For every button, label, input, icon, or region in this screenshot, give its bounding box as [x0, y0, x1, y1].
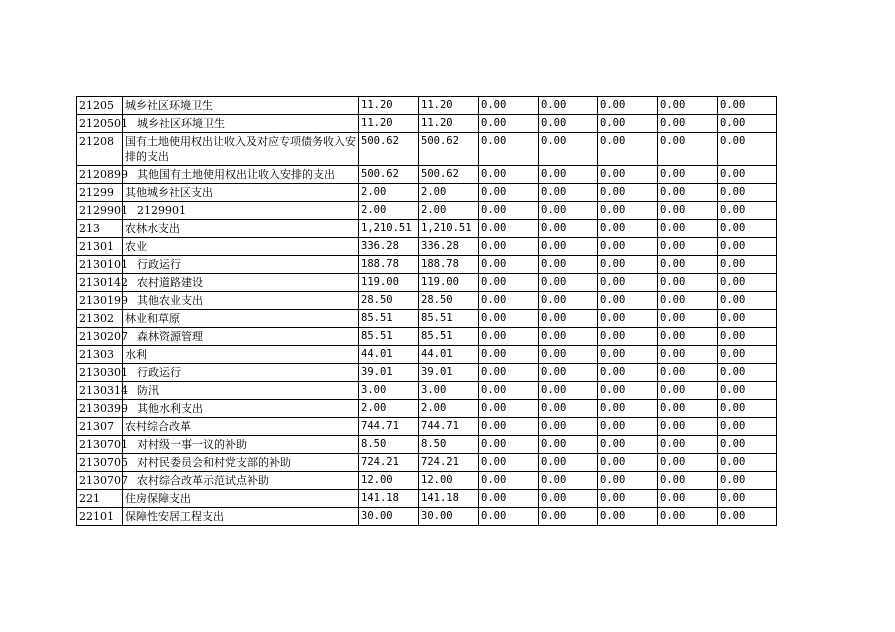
table-row — [77, 274, 777, 292]
amount-cell: 188.78 — [419, 256, 479, 274]
amount-cell: 39.01 — [359, 364, 419, 382]
subject-name-cell — [123, 382, 359, 400]
amount-cell: 0.00 — [479, 256, 539, 274]
amount-cell: 0.00 — [539, 274, 598, 292]
table-row — [77, 202, 777, 220]
amount-cell: 188.78 — [359, 256, 419, 274]
amount-cell: 1,210.51 — [359, 220, 419, 238]
subject-name-text: 农村综合改革 — [125, 420, 191, 433]
amount-cell: 0.00 — [598, 454, 658, 472]
amount-cell: 0.00 — [598, 472, 658, 490]
subject-name-text: 对村级一事一议的补助 — [137, 438, 247, 451]
amount-cell: 0.00 — [718, 256, 777, 274]
amount-cell: 0.00 — [718, 382, 777, 400]
amount-cell: 0.00 — [598, 274, 658, 292]
amount-cell: 0.00 — [479, 310, 539, 328]
subject-name-cell — [123, 508, 359, 526]
subject-code-cell: 22101 — [77, 508, 123, 526]
amount-cell: 0.00 — [718, 454, 777, 472]
amount-cell: 0.00 — [539, 490, 598, 508]
subject-code-cell: 2130399 — [77, 400, 123, 418]
amount-cell: 0.00 — [658, 436, 718, 454]
amount-cell: 0.00 — [658, 382, 718, 400]
amount-cell: 744.71 — [419, 418, 479, 436]
table-row — [77, 292, 777, 310]
subject-name-text: 对村民委员会和村党支部的补助 — [137, 456, 291, 469]
amount-cell: 0.00 — [539, 184, 598, 202]
amount-cell: 0.00 — [598, 238, 658, 256]
amount-cell: 0.00 — [598, 256, 658, 274]
amount-cell: 0.00 — [539, 400, 598, 418]
subject-name-text: 城乡社区环境卫生 — [125, 99, 213, 112]
subject-code-cell: 21208 — [77, 133, 123, 166]
subject-code-cell: 2130101 — [77, 256, 123, 274]
subject-name-text: 农村道路建设 — [137, 276, 203, 289]
subject-name-cell — [123, 490, 359, 508]
table-row — [77, 436, 777, 454]
amount-cell: 2.00 — [419, 184, 479, 202]
amount-cell: 0.00 — [718, 238, 777, 256]
table-row — [77, 133, 777, 166]
table-row — [77, 382, 777, 400]
amount-cell: 0.00 — [479, 238, 539, 256]
amount-cell: 0.00 — [718, 97, 777, 115]
subject-name-cell — [123, 454, 359, 472]
amount-cell: 0.00 — [598, 490, 658, 508]
table-row — [77, 364, 777, 382]
amount-cell: 0.00 — [539, 292, 598, 310]
amount-cell: 0.00 — [718, 328, 777, 346]
amount-cell: 0.00 — [658, 133, 718, 166]
table-row — [77, 115, 777, 133]
amount-cell: 336.28 — [419, 238, 479, 256]
amount-cell: 0.00 — [479, 472, 539, 490]
amount-cell: 0.00 — [718, 364, 777, 382]
subject-name-cell — [123, 202, 359, 220]
amount-cell: 11.20 — [419, 97, 479, 115]
subject-code-cell: 2120899 — [77, 166, 123, 184]
amount-cell: 0.00 — [598, 97, 658, 115]
table-row — [77, 346, 777, 364]
amount-cell: 0.00 — [479, 202, 539, 220]
amount-cell: 0.00 — [539, 133, 598, 166]
amount-cell: 0.00 — [479, 436, 539, 454]
subject-name-text: 农村综合改革示范试点补助 — [137, 474, 269, 487]
amount-cell: 0.00 — [658, 166, 718, 184]
subject-code-cell: 2130199 — [77, 292, 123, 310]
amount-cell: 0.00 — [479, 97, 539, 115]
table-row — [77, 166, 777, 184]
table-row — [77, 256, 777, 274]
amount-cell: 0.00 — [479, 328, 539, 346]
amount-cell: 0.00 — [658, 97, 718, 115]
amount-cell: 30.00 — [419, 508, 479, 526]
subject-code-cell: 2130314 — [77, 382, 123, 400]
amount-cell: 500.62 — [359, 133, 419, 166]
subject-code-cell: 213 — [77, 220, 123, 238]
subject-name-text: 林业和草原 — [125, 312, 180, 325]
table-row — [77, 400, 777, 418]
subject-name-cell — [123, 418, 359, 436]
amount-cell: 0.00 — [598, 436, 658, 454]
subject-name-cell — [123, 400, 359, 418]
amount-cell: 0.00 — [598, 133, 658, 166]
subject-code-cell: 21303 — [77, 346, 123, 364]
amount-cell: 85.51 — [359, 328, 419, 346]
subject-name-cell — [123, 274, 359, 292]
amount-cell: 0.00 — [598, 184, 658, 202]
subject-name-cell — [123, 472, 359, 490]
amount-cell: 0.00 — [539, 418, 598, 436]
amount-cell: 2.00 — [359, 400, 419, 418]
table-row — [77, 220, 777, 238]
subject-name-cell — [123, 115, 359, 133]
amount-cell: 0.00 — [539, 166, 598, 184]
amount-cell: 0.00 — [718, 292, 777, 310]
amount-cell: 0.00 — [658, 220, 718, 238]
amount-cell: 141.18 — [359, 490, 419, 508]
amount-cell: 2.00 — [359, 202, 419, 220]
amount-cell: 0.00 — [539, 508, 598, 526]
amount-cell: 0.00 — [658, 256, 718, 274]
amount-cell: 0.00 — [479, 418, 539, 436]
table-row — [77, 418, 777, 436]
amount-cell: 11.20 — [359, 115, 419, 133]
amount-cell: 2.00 — [419, 400, 479, 418]
amount-cell: 0.00 — [658, 418, 718, 436]
amount-cell: 0.00 — [718, 436, 777, 454]
amount-cell: 0.00 — [598, 400, 658, 418]
amount-cell: 0.00 — [718, 166, 777, 184]
amount-cell: 39.01 — [419, 364, 479, 382]
amount-cell: 0.00 — [658, 346, 718, 364]
subject-name-cell — [123, 256, 359, 274]
amount-cell: 8.50 — [359, 436, 419, 454]
amount-cell: 0.00 — [539, 256, 598, 274]
subject-name-text: 农业 — [125, 240, 147, 253]
subject-name-cell — [123, 292, 359, 310]
amount-cell: 3.00 — [359, 382, 419, 400]
subject-code-cell: 2120501 — [77, 115, 123, 133]
amount-cell: 44.01 — [419, 346, 479, 364]
amount-cell: 0.00 — [598, 310, 658, 328]
amount-cell: 0.00 — [718, 133, 777, 166]
amount-cell: 0.00 — [718, 184, 777, 202]
amount-cell: 0.00 — [718, 508, 777, 526]
amount-cell: 0.00 — [479, 115, 539, 133]
amount-cell: 0.00 — [479, 274, 539, 292]
amount-cell: 0.00 — [479, 382, 539, 400]
amount-cell: 0.00 — [539, 346, 598, 364]
subject-name-cell — [123, 328, 359, 346]
amount-cell: 500.62 — [419, 166, 479, 184]
subject-name-text: 其他城乡社区支出 — [125, 186, 213, 199]
subject-name-cell — [123, 364, 359, 382]
amount-cell: 0.00 — [539, 436, 598, 454]
amount-cell: 119.00 — [419, 274, 479, 292]
amount-cell: 0.00 — [598, 220, 658, 238]
amount-cell: 11.20 — [359, 97, 419, 115]
amount-cell: 0.00 — [658, 274, 718, 292]
amount-cell: 0.00 — [598, 418, 658, 436]
budget-table — [76, 96, 777, 526]
amount-cell: 0.00 — [598, 166, 658, 184]
subject-name-text: 防汛 — [137, 384, 159, 397]
subject-name-cell — [123, 346, 359, 364]
subject-code-cell: 21302 — [77, 310, 123, 328]
subject-name-text: 水利 — [125, 348, 147, 361]
amount-cell: 85.51 — [419, 328, 479, 346]
amount-cell: 0.00 — [598, 115, 658, 133]
table-row — [77, 472, 777, 490]
amount-cell: 0.00 — [479, 454, 539, 472]
amount-cell: 0.00 — [718, 490, 777, 508]
amount-cell: 0.00 — [479, 364, 539, 382]
amount-cell: 0.00 — [598, 202, 658, 220]
amount-cell: 0.00 — [598, 346, 658, 364]
amount-cell: 724.21 — [419, 454, 479, 472]
amount-cell: 0.00 — [539, 454, 598, 472]
table-row — [77, 328, 777, 346]
subject-name-cell — [123, 238, 359, 256]
amount-cell: 3.00 — [419, 382, 479, 400]
amount-cell: 500.62 — [359, 166, 419, 184]
subject-name-text: 行政运行 — [137, 366, 181, 379]
amount-cell: 0.00 — [658, 454, 718, 472]
amount-cell: 0.00 — [718, 418, 777, 436]
subject-name-text: 保障性安居工程支出 — [125, 510, 224, 523]
amount-cell: 11.20 — [419, 115, 479, 133]
amount-cell: 0.00 — [658, 202, 718, 220]
amount-cell: 500.62 — [419, 133, 479, 166]
amount-cell: 0.00 — [539, 238, 598, 256]
subject-name-cell — [123, 97, 359, 115]
amount-cell: 12.00 — [419, 472, 479, 490]
table-row — [77, 310, 777, 328]
table-row — [77, 490, 777, 508]
amount-cell: 0.00 — [539, 328, 598, 346]
subject-code-cell: 21307 — [77, 418, 123, 436]
amount-cell: 85.51 — [419, 310, 479, 328]
subject-name-text: 其他国有土地使用权出让收入安排的支出 — [137, 168, 335, 181]
subject-code-cell: 2130701 — [77, 436, 123, 454]
amount-cell: 0.00 — [658, 400, 718, 418]
amount-cell: 0.00 — [479, 184, 539, 202]
amount-cell: 0.00 — [718, 220, 777, 238]
amount-cell: 12.00 — [359, 472, 419, 490]
table-row — [77, 508, 777, 526]
amount-cell: 0.00 — [598, 292, 658, 310]
amount-cell: 0.00 — [598, 328, 658, 346]
amount-cell: 0.00 — [479, 346, 539, 364]
amount-cell: 0.00 — [658, 328, 718, 346]
amount-cell: 119.00 — [359, 274, 419, 292]
amount-cell: 0.00 — [658, 364, 718, 382]
amount-cell: 0.00 — [718, 115, 777, 133]
amount-cell: 0.00 — [658, 472, 718, 490]
amount-cell: 0.00 — [479, 508, 539, 526]
subject-name-cell — [123, 220, 359, 238]
amount-cell: 0.00 — [598, 364, 658, 382]
amount-cell: 0.00 — [479, 133, 539, 166]
subject-name-text: 农林水支出 — [125, 222, 180, 235]
subject-code-cell: 221 — [77, 490, 123, 508]
subject-code-cell: 2130142 — [77, 274, 123, 292]
subject-code-cell: 2130301 — [77, 364, 123, 382]
amount-cell: 0.00 — [479, 220, 539, 238]
amount-cell: 0.00 — [539, 97, 598, 115]
amount-cell: 28.50 — [419, 292, 479, 310]
amount-cell: 336.28 — [359, 238, 419, 256]
amount-cell: 0.00 — [718, 202, 777, 220]
amount-cell: 0.00 — [658, 490, 718, 508]
amount-cell: 0.00 — [539, 382, 598, 400]
subject-name-text: 国有土地使用权出让收入及对应专项债务收入安排的支出 — [125, 135, 356, 163]
amount-cell: 724.21 — [359, 454, 419, 472]
amount-cell: 744.71 — [359, 418, 419, 436]
amount-cell: 85.51 — [359, 310, 419, 328]
subject-name-cell — [123, 310, 359, 328]
subject-name-text: 行政运行 — [137, 258, 181, 271]
amount-cell: 0.00 — [658, 184, 718, 202]
subject-name-cell — [123, 436, 359, 454]
amount-cell: 0.00 — [539, 220, 598, 238]
amount-cell: 0.00 — [479, 490, 539, 508]
amount-cell: 28.50 — [359, 292, 419, 310]
amount-cell: 0.00 — [539, 472, 598, 490]
amount-cell: 141.18 — [419, 490, 479, 508]
amount-cell: 0.00 — [479, 292, 539, 310]
amount-cell: 0.00 — [658, 310, 718, 328]
table-row — [77, 97, 777, 115]
amount-cell: 0.00 — [598, 508, 658, 526]
subject-code-cell: 21205 — [77, 97, 123, 115]
amount-cell: 0.00 — [539, 364, 598, 382]
subject-name-text: 其他农业支出 — [137, 294, 203, 307]
amount-cell: 0.00 — [718, 472, 777, 490]
amount-cell: 0.00 — [539, 310, 598, 328]
subject-code-cell: 21299 — [77, 184, 123, 202]
subject-code-cell: 2130707 — [77, 472, 123, 490]
amount-cell: 0.00 — [479, 166, 539, 184]
amount-cell: 0.00 — [658, 115, 718, 133]
subject-code-cell: 2130705 — [77, 454, 123, 472]
amount-cell: 0.00 — [718, 310, 777, 328]
table-body — [77, 97, 777, 526]
subject-code-cell: 2130207 — [77, 328, 123, 346]
amount-cell: 0.00 — [539, 202, 598, 220]
subject-name-text: 城乡社区环境卫生 — [137, 117, 225, 130]
amount-cell: 0.00 — [658, 238, 718, 256]
subject-name-text: 森林资源管理 — [137, 330, 203, 343]
amount-cell: 30.00 — [359, 508, 419, 526]
amount-cell: 0.00 — [658, 508, 718, 526]
table-row — [77, 184, 777, 202]
subject-name-text: 住房保障支出 — [125, 492, 191, 505]
amount-cell: 0.00 — [539, 115, 598, 133]
table-row — [77, 238, 777, 256]
table-row — [77, 454, 777, 472]
amount-cell: 0.00 — [718, 274, 777, 292]
amount-cell: 2.00 — [359, 184, 419, 202]
amount-cell: 0.00 — [718, 346, 777, 364]
amount-cell: 1,210.51 — [419, 220, 479, 238]
subject-name-cell — [123, 166, 359, 184]
amount-cell: 0.00 — [598, 382, 658, 400]
amount-cell: 8.50 — [419, 436, 479, 454]
subject-name-cell — [123, 184, 359, 202]
subject-name-text: 2129901 — [137, 204, 186, 217]
subject-code-cell: 2129901 — [77, 202, 123, 220]
amount-cell: 44.01 — [359, 346, 419, 364]
amount-cell: 2.00 — [419, 202, 479, 220]
subject-name-text: 其他水利支出 — [137, 402, 203, 415]
subject-name-cell — [123, 133, 359, 166]
subject-code-cell: 21301 — [77, 238, 123, 256]
amount-cell: 0.00 — [658, 292, 718, 310]
amount-cell: 0.00 — [718, 400, 777, 418]
amount-cell: 0.00 — [479, 400, 539, 418]
